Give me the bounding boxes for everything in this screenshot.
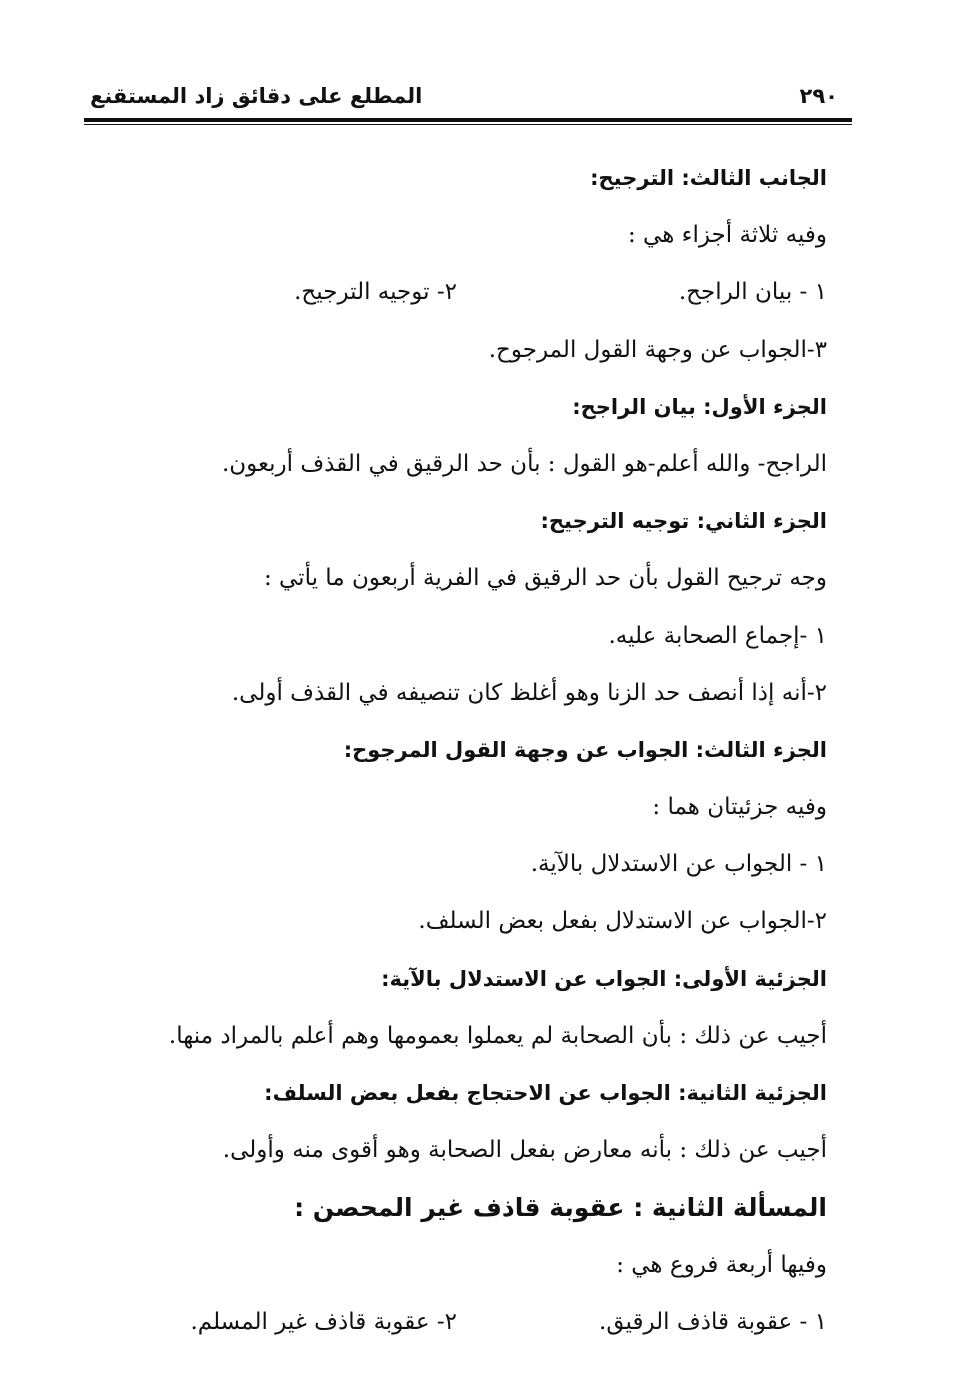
header-rule-thin [84, 124, 852, 125]
paragraph-line: ١ -إجماع الصحابة عليه. [608, 622, 827, 649]
list-item: ٢- توجيه الترجيح. [294, 279, 457, 306]
section-heading: الجزء الأول: بيان الراجح: [572, 394, 827, 419]
paragraph-line: ٢-أنه إذا أنصف حد الزنا وهو أغلظ كان تنصيفه في القذف أولى. [231, 679, 827, 706]
section-heading: الجزء الثالث: الجواب عن وجهة القول المرجوح: [343, 737, 827, 762]
section-heading: الجانب الثالث: الترجيح: [590, 166, 827, 190]
list-item: ٢- عقوبة قاذف غير المسلم. [190, 1308, 457, 1335]
list-row [107, 1294, 827, 1351]
header-rule-thick [84, 118, 852, 122]
paragraph-line: أجيب عن ذلك : بأنه معارض بفعل الصحابة وهو أقوى منه وأولى. [222, 1137, 827, 1164]
list-item: ١ - بيان الراجح. [678, 279, 827, 306]
section-heading: الجزئية الثانية: الجواب عن الاحتجاج بفعل بعض السلف: [264, 1081, 827, 1105]
list-row [107, 264, 827, 321]
chapter-heading: المسألة الثانية : عقوبة قاذف غير المحصن : [294, 1193, 827, 1223]
paragraph-line: ٢-الجواب عن الاستدلال بفعل بعض السلف. [418, 908, 827, 935]
paragraph-line: وفيها أربعة فروع هي : [616, 1251, 827, 1278]
section-heading: الجزئية الأولى: الجواب عن الاستدلال بالآية: [381, 966, 827, 991]
paragraph-line: وجه ترجيح القول بأن حد الرقيق في الفرية أربعون ما يأتي : [263, 565, 827, 592]
body-text [107, 150, 827, 1351]
paragraph-line: وفيه جزئيتان هما : [652, 794, 827, 821]
paragraph-line: أجيب عن ذلك : بأن الصحابة لم يعملوا بعمومها وهم أعلم بالمراد منها. [168, 1022, 827, 1049]
page-number: ٢٩٠ [799, 84, 838, 108]
paragraph-line: وفيه ثلاثة أجزاء هي : [627, 222, 827, 249]
section-heading: الجزء الثاني: توجيه الترجيح: [540, 509, 827, 534]
paragraph-line: الراجح- والله أعلم-هو القول : بأن حد الرقيق في القذف أربعون. [221, 450, 827, 477]
page-header [84, 84, 852, 124]
running-title: المطلع على دقائق زاد المستقنع [90, 84, 423, 108]
paragraph-line: ١ - الجواب عن الاستدلال بالآية. [530, 851, 827, 878]
paragraph-line: ٣-الجواب عن وجهة القول المرجوح. [488, 336, 827, 363]
list-item: ١ - عقوبة قاذف الرقيق. [599, 1308, 827, 1335]
